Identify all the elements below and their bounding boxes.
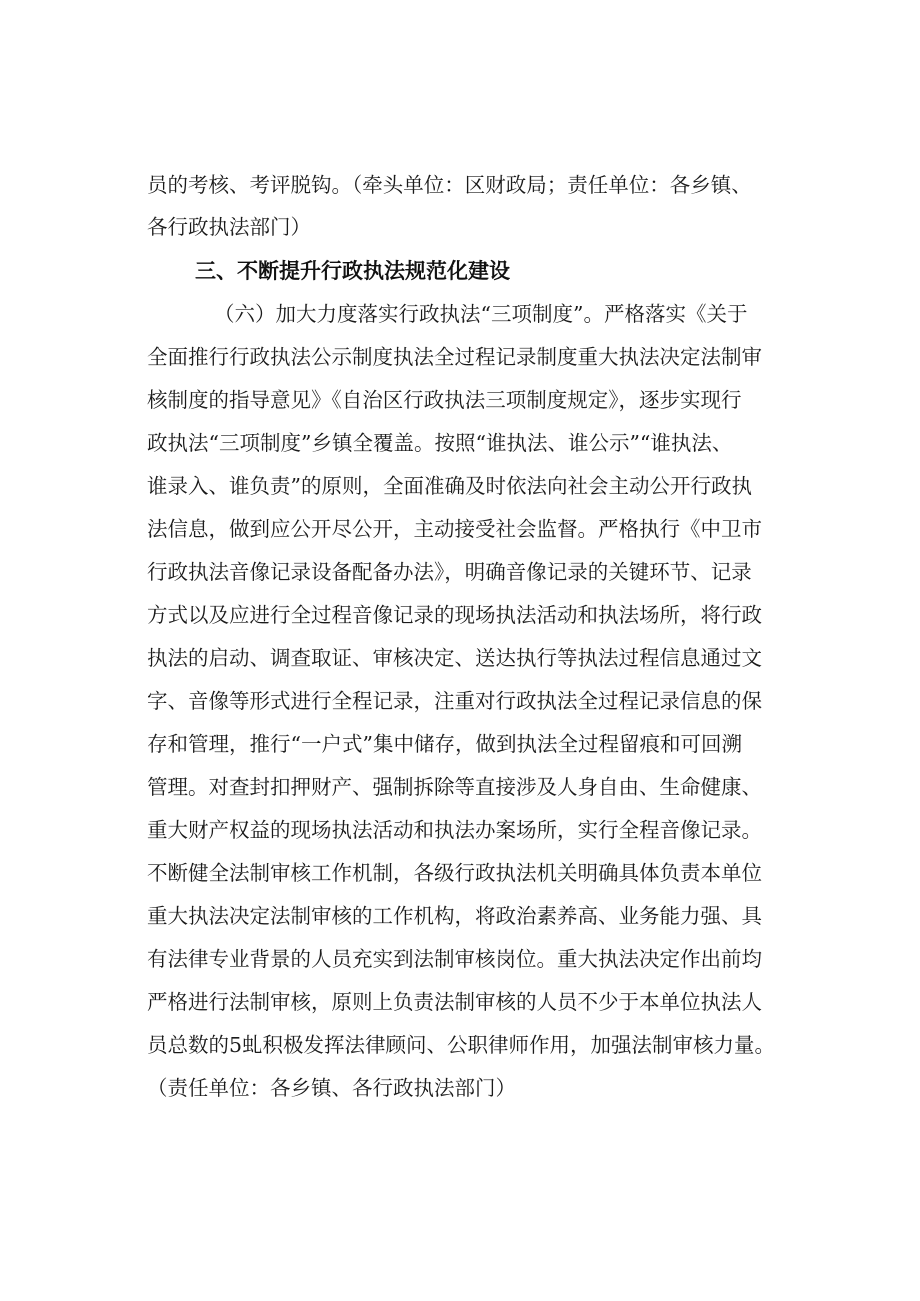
paragraph-line: 执法的启动、调查取证、审核决定、送达执行等执法过程信息通过文 xyxy=(147,646,762,670)
paragraph-line: 管理。对查封扣押财产、强制拆除等直接涉及人身自由、生命健康、 xyxy=(147,775,762,799)
paragraph-line: 政执法“三项制度”乡镇全覆盖。按照“谁执法、谁公示”“谁执法、 xyxy=(147,431,733,455)
paragraph-line: 法信息，做到应公开尽公开，主动接受社会监督。严格执行《中卫市 xyxy=(147,517,762,541)
paragraph-line: 行政执法音像记录设备配备办法》，明确音像记录的关键环节、记录 xyxy=(147,560,752,584)
paragraph-line: 员总数的5虬积极发挥法律顾问、公职律师作用，加强法制审核力量。 xyxy=(147,1033,776,1057)
paragraph-line: 重大执法决定法制审核的工作机构，将政治素养高、业务能力强、具 xyxy=(147,904,762,928)
paragraph-line: 方式以及应进行全过程音像记录的现场执法活动和执法场所，将行政 xyxy=(147,603,762,627)
paragraph-line: 严格进行法制审核，原则上负责法制审核的人员不少于本单位执法人 xyxy=(147,990,762,1014)
intro-line-2: 各行政执法部门） xyxy=(147,215,311,239)
intro-line-1: 员的考核、考评脱钩。（牵头单位：区财政局；责任单位：各乡镇、 xyxy=(147,173,752,197)
paragraph-line: 重大财产权益的现场执法活动和执法办案场所，实行全程音像记录。 xyxy=(147,818,762,842)
paragraph-line: 不断健全法制审核工作机制，各级行政执法机关明确具体负责本单位 xyxy=(147,861,762,885)
paragraph-line: 字、音像等形式进行全程记录，注重对行政执法全过程记录信息的保 xyxy=(147,689,762,713)
paragraph-line: （责任单位：各乡镇、各行政执法部门） xyxy=(147,1076,516,1100)
paragraph-line: （六）加大力度落实行政执法“三项制度”。严格落实《关于 xyxy=(214,302,748,326)
section-heading: 三、不断提升行政执法规范化建设 xyxy=(195,259,510,283)
paragraph-line: 谁录入、谁负责”的原则，全面准确及时依法向社会主动公开行政执 xyxy=(147,474,752,498)
paragraph-line: 核制度的指导意见》《自治区行政执法三项制度规定》，逐步实现行 xyxy=(147,388,742,412)
paragraph-line: 全面推行行政执法公示制度执法全过程记录制度重大执法决定法制审 xyxy=(147,345,762,369)
paragraph-line: 存和管理，推行“一户式”集中储存，做到执法全过程留痕和可回溯 xyxy=(147,732,742,756)
paragraph-line: 有法律专业背景的人员充实到法制审核岗位。重大执法决定作出前均 xyxy=(147,947,762,971)
